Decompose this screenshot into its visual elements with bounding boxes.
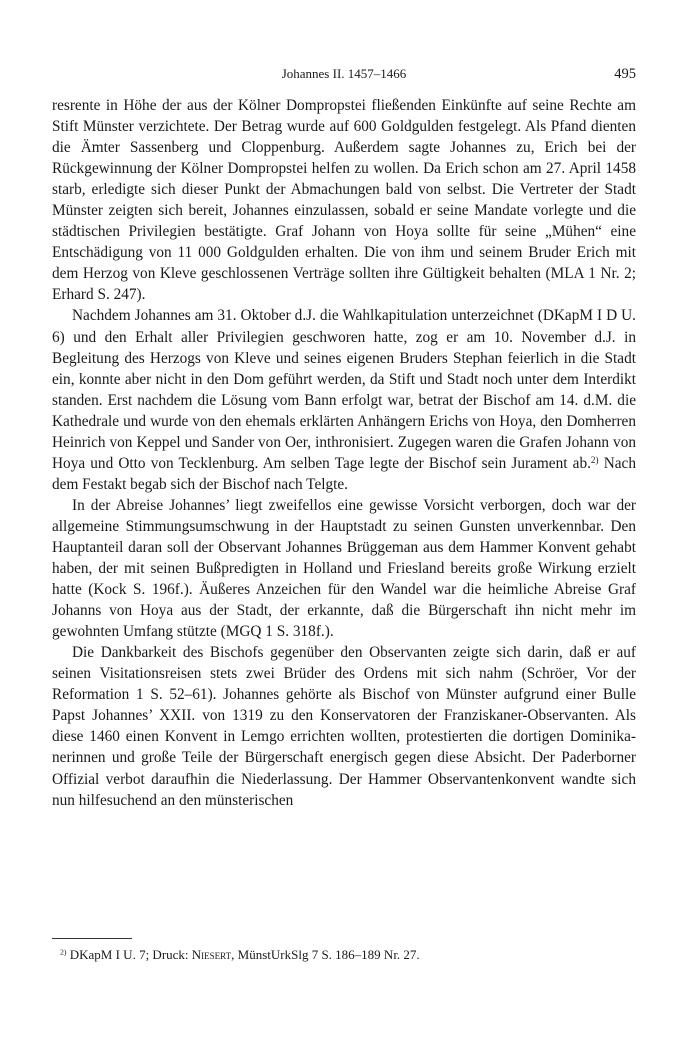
- footnote-divider: [52, 938, 132, 939]
- page-number: 495: [614, 66, 636, 82]
- paragraph: Nachdem Johannes am 31. Oktober d.J. die Wahlkapitulation unterzeichnet (DKapM I D U. 6) und den Erhalt aller Privilegien geschworen hatte, zog er am 10. November d.J. in Begleitung des Herzogs von Kleve und seines eigenen Bruders Stephan feierlich in die Stadt ein, konnte aber nicht in den Dom geführt werden, da Stift und Stadt noch unter dem Interdikt standen. Erst nachdem die Lösung vom Bann erfolgt war, betrat der Bischof am 14. d.M. die Kathedrale und wurde von den ehemals erklärten Anhängern Erichs von Hoya, den Domherren Heinrich von Keppel und Sander von Oer, inthronisiert. Zugegen waren die Grafen Johann von Hoya und Otto von Tecklenburg. Am selben Tage legte der Bischof sein Jurament ab.$^{2)}$ Nach dem Festakt begab sich der Bischof nach Telgte.: [52, 307, 636, 493]
- footnote-marker: 2): [60, 947, 67, 957]
- paragraph: In der Abreise Johannes’ liegt zweifellos eine gewisse Vorsicht verborgen, doch war der allgemeine Stimmungsumschwung in der Hauptstadt zu seinen Gunsten unverkennbar. Den Hauptanteil daran soll der Observant Johannes Brüggeman aus dem Hammer Konvent gehabt haben, der mit seinen Bußpredigten in Holland und Friesland bereits große Wirkung erzielt hatte (Kock S. 196f.). Äußeres Anzeichen für den Wandel war die heimliche Abreise Graf Johanns von Hoya aus der Stadt, der erkannte, daß die Bürgerschaft ihn nicht mehr im gewohnten Umfang stützte (MGQ 1 S. 318f.).: [52, 496, 636, 641]
- footnote-author: Niesert: [191, 947, 232, 962]
- paragraph: resrente in Höhe der aus der Kölner Dompropstei fließenden Einkünfte auf seine Rechte am Stift Münster verzichtete. Der Betrag wurde auf 600 Goldgulden festgelegt. Als Pfand dienten die Ämter Sassenberg und Cloppenburg. Außerdem sagte Johannes zu, Erich bei der Rückgewinnung der Kölner Dompropstei helfen zu wollen. Da Erich schon am 27. April 1458 starb, erledigte sich dieser Punkt der Abmachungen bald von selbst. Die Vertreter der Stadt Münster zeigten sich bereit, Johannes einzulassen, sobald er seine Mandate vorlegte und die städtischen Privilegien bestätigte. Graf Johann von Hoya sollte für seine „Mühen“ eine Entschädigung von 11 000 Goldgulden erhalten. Die von ihm und seinem Bruder Erich mit dem Herzog von Kleve geschlossenen Verträge sollten ihre Gültigkeit behalten (MLA 1 Nr. 2; Erhard S. 247).: [52, 97, 636, 304]
- paragraph: Die Dankbarkeit des Bischofs gegenüber den Observanten zeigte sich darin, daß er auf seinen Visitationsreisen stets zwei Brüder des Ordens mit sich nahm (Schröer, Vor der Reformation 1 S. 52–61). Johannes gehörte als Bischof von Münster aufgrund einer Bulle Papst Johannes’ XXII. von 1319 zu den Konservatoren der Franziskaner-Observanten. Als diese 1460 einen Konvent in Lemgo errichten wollten, protestierten die dortigen Dominikanerinnen und große Teile der Bürgerschaft energisch gegen diese Absicht. Der Paderborner Offizial verbot daraufhin die Niederlassung. Der Hammer Observantenkonvent wandte sich nun hilfesuchend an den münsterischen: [52, 644, 636, 809]
- footnote: $^{2)}$ DKapM I U. 7; Druck: Niesert, MünstUrkSlg 7 S. 186–189 Nr. 27.: [60, 947, 420, 962]
- running-title: Johannes II. 1457–1466: [281, 66, 407, 81]
- page-header: [52, 66, 636, 86]
- body-text: [52, 95, 636, 811]
- footnote-reference: 2): [590, 454, 599, 465]
